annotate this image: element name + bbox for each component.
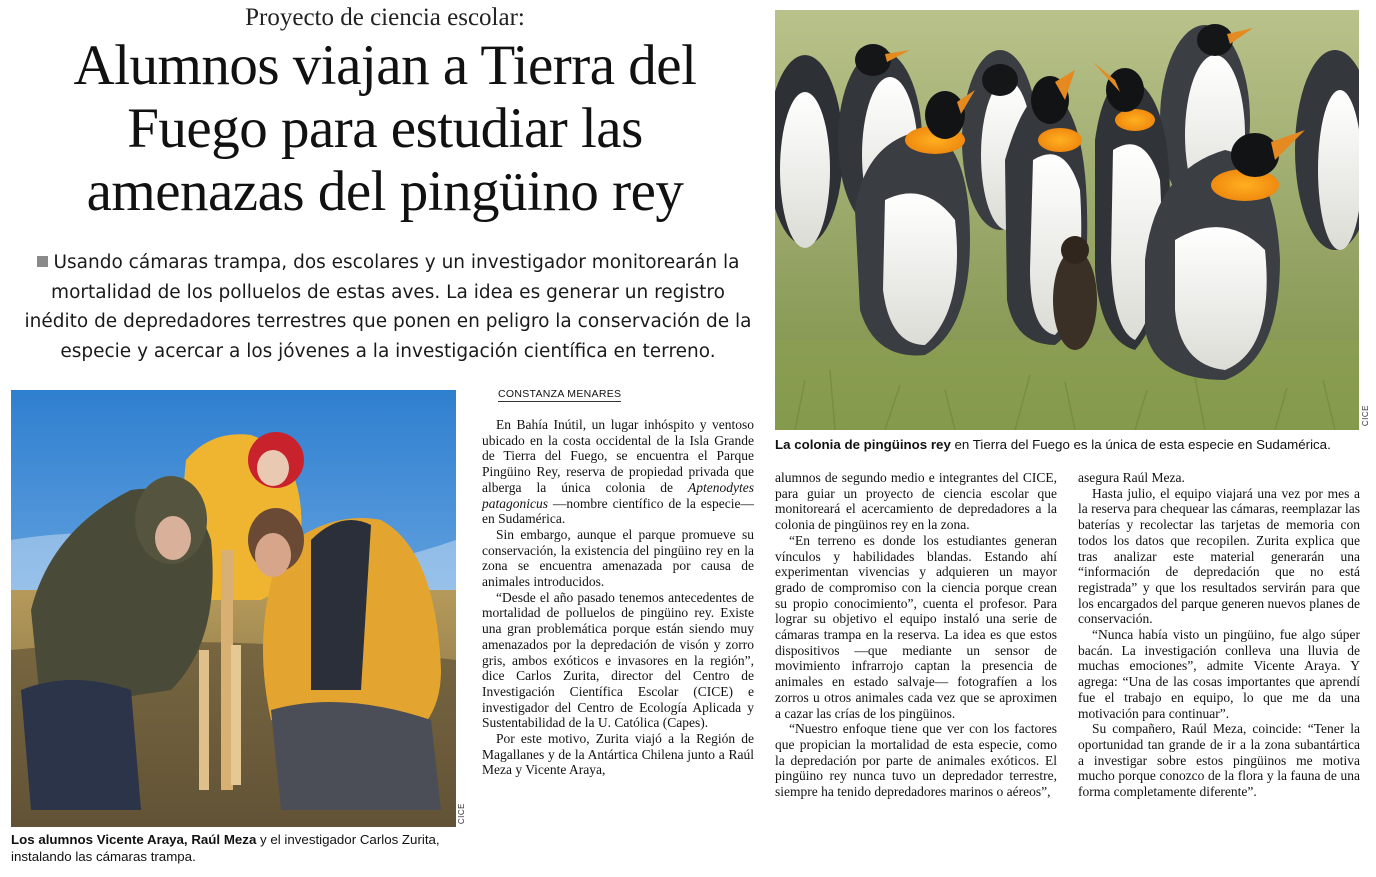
body-column-1 — [482, 417, 754, 778]
text-run: En Bahía Inútil, un lugar inhóspito y ventoso ubicado en la costa occidental de la Isla Grande de Tierra del Fuego, se encuentra el Parque Pingüino Rey, reserva de propiedad privada que alberga la única colonia de — [482, 417, 754, 495]
body-paragraph: Sin embargo, aunque el parque promueve su conservación, la existencia del pingüino rey en la zona se encuentra amenazada por causa de animales introducidos. — [482, 526, 754, 590]
body-paragraph: alumnos de segundo medio e integrantes del CICE, para guiar un proyecto de ciencia escolar que monitoreará el acercamiento de depredadores a la colonia de pingüinos rey en la zona. — [775, 470, 1057, 533]
photo-credit: CICE — [1361, 405, 1370, 427]
photo-caption — [775, 436, 1365, 453]
students-photo — [11, 390, 456, 827]
deck-bullet-square — [37, 256, 48, 267]
body-paragraph: Hasta julio, el equipo viajará una vez por mes a la reserva para chequear las cámaras, reemplazar las baterías y recolectar las tarjetas de memoria con todos los datos que recopilen. Zurita explica que tras analizar este material generarán una “información de depredación que no está registrada” y que los resultados servirán para que los encargados del parque generen nuevos planes de conservación. — [1078, 485, 1360, 627]
text-run: —nombre científico de la especie— en Sudamérica. — [482, 495, 754, 527]
body-paragraph: asegura Raúl Meza. — [1078, 470, 1185, 485]
caption-bold: Los alumnos Vicente Araya, Raúl Meza — [11, 832, 257, 847]
byline: CONSTANZA MENARES — [498, 388, 622, 400]
caption-text: en Tierra del Fuego es la única de esta especie en Sudamérica. — [950, 437, 1331, 452]
deck-text: Usando cámaras trampa, dos escolares y un investigador monitorearán la mortalidad de los polluelos de estas aves. La idea es generar un registro inédito de depredadores terrestres que ponen en peligro la conservación de la especie y acercar a los jóvenes a la investigación científica en terreno. — [24, 252, 752, 362]
caption-bold: La colonia de pingüinos rey — [775, 437, 951, 452]
penguin-colony-photo — [775, 10, 1359, 430]
body-paragraph: “Desde el año pasado tenemos antecedentes de mortalidad de polluelos de pingüino rey. Existe una gran problemática porque están siendo muy amenazados por la depredación de visón y zorro gris, ambos exóticos e invasores en la región”, dice Carlos Zurita, director del Centro de Investigación Científica Escolar (CICE) e investigador del Centro de Ecología Aplicada y Sustentabilidad de la U. Católica (Capes). — [482, 589, 754, 731]
caption-text: y el investigador Carlos Zurita, instalando las cámaras trampa. — [11, 832, 440, 864]
photo-caption — [11, 831, 461, 865]
photo-credit: CICE — [457, 803, 466, 825]
article-deck — [18, 248, 758, 366]
body-paragraph: Por este motivo, Zurita viajó a la Región de Magallanes y de la Antártica Chilena junto a Raúl Meza y Vicente Araya, — [482, 731, 754, 778]
body-column-2 — [775, 470, 1057, 800]
body-paragraph: “Nunca había visto un pingüino, fue algo súper bacán. La investigación conlleva una lluvia de muchas emociones”, admite Vicente Araya. Y agrega: “Una de las cosas importantes que aprendí fue el trabajo en equipo, lo que me da una motivación para continuar”. — [1078, 627, 1360, 721]
body-paragraph — [482, 417, 754, 527]
scientific-name: Aptenodytes patagonicus — [482, 479, 754, 511]
article-kicker: Proyecto de ciencia escolar: — [245, 4, 525, 31]
body-paragraph: “En terreno es donde los estudiantes generan vínculos y habilidades blandas. Estando ahí experimentan vivencias y adquieren un mayor grado de compromiso con la ciencia porque crean su propio conocimiento”, cuenta el profesor. Para lograr su objetivo el equipo instaló una serie de cámaras trampa en la reserva. La idea es que estos dispositivos —que mediante un sensor de movimiento infrarrojo captan la presencia de animales en estado salvaje— fotografíen a los zorros u otros animales cada vez que se aproximen a cazar las crías de los pingüinos. — [775, 532, 1057, 721]
body-paragraph: “Nuestro enfoque tiene que ver con los factores que propician la mortalidad de esta especie, como la depredación por parte de animales exóticos. El pingüino rey nunca tuvo un depredador terrestre, siempre ha tenido depredadores marinos o aéreos”, — [775, 721, 1057, 800]
body-paragraph: Su compañero, Raúl Meza, coincide: “Tener la oportunidad tan grande de ir a la zona subantártica a investigar sobre estos pingüinos me motiva mucho porque conozco de la flora y la fauna de una forma completamente diferente”. — [1078, 721, 1360, 800]
body-column-3 — [1078, 470, 1360, 800]
article-headline: Alumnos viajan a Tierra del Fuego para estudiar las amenazas del pingüino rey — [73, 34, 697, 223]
